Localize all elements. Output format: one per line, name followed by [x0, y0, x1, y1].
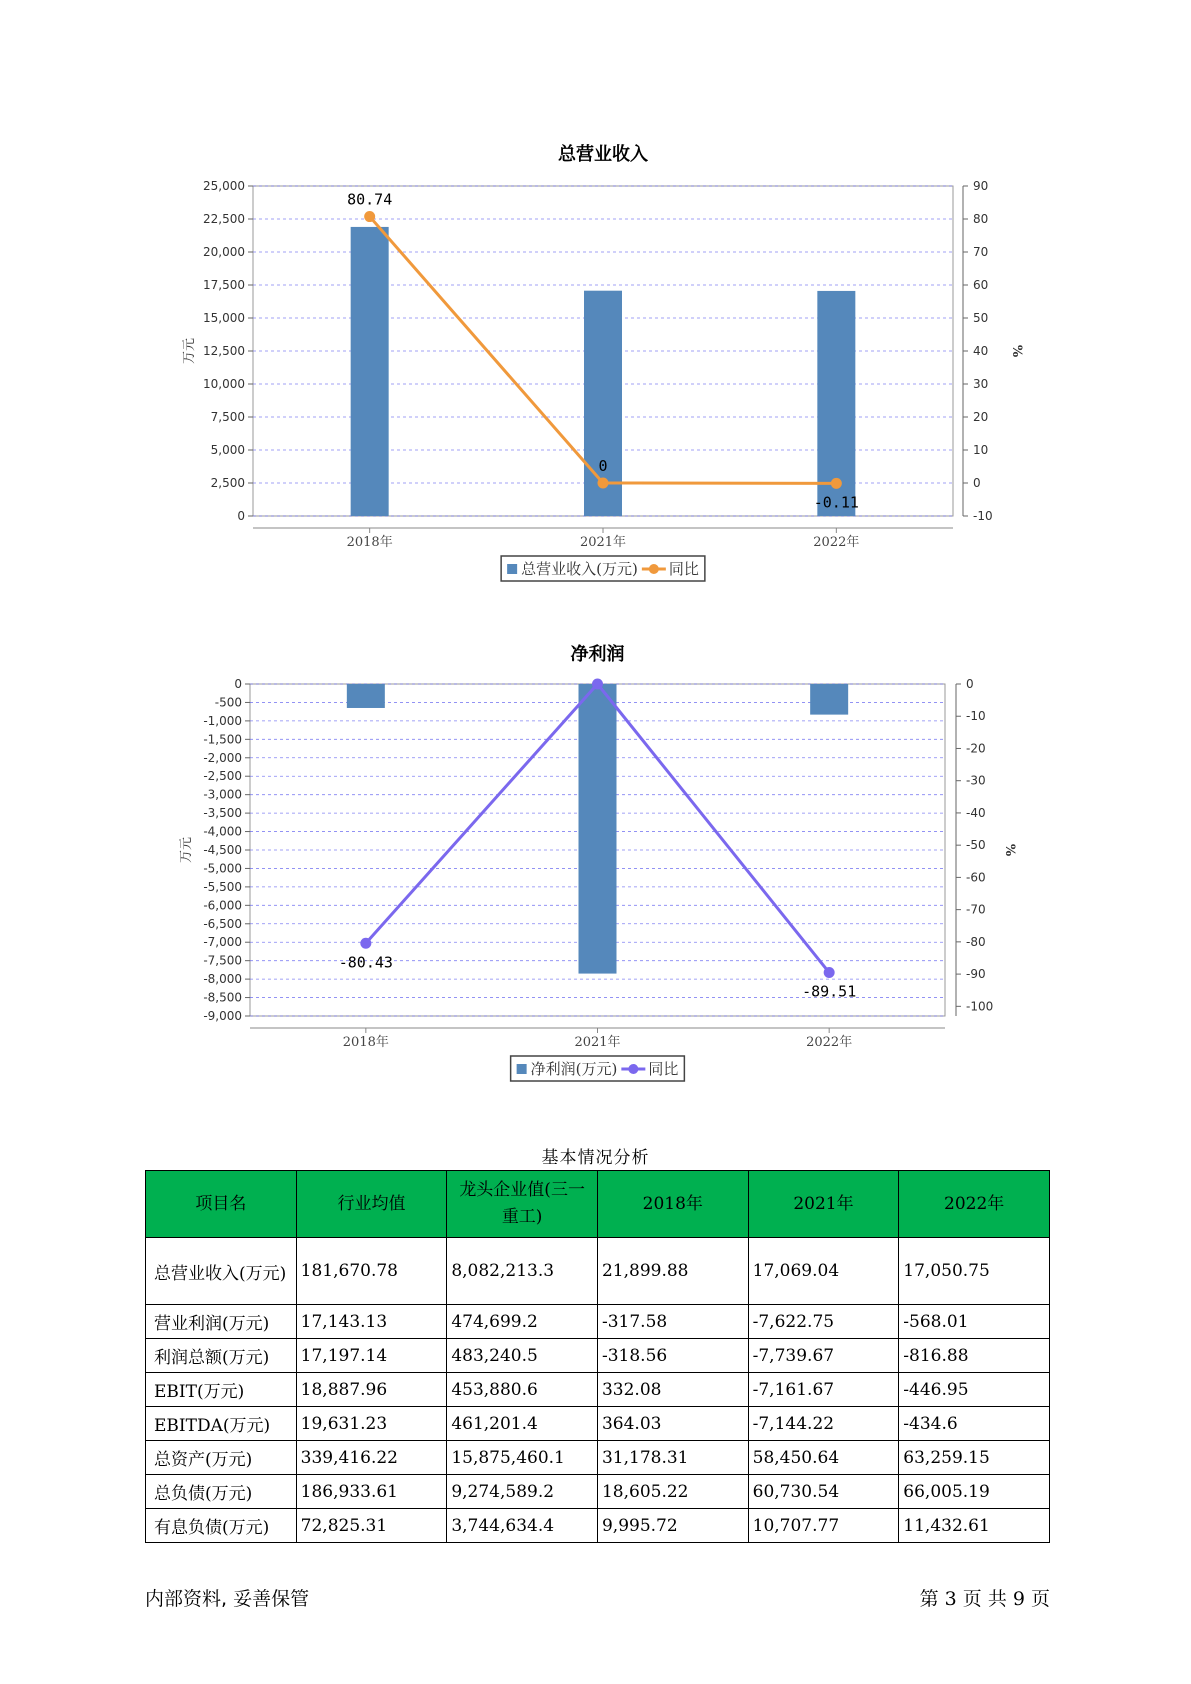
left-axis-tick-label: -1,000	[203, 713, 242, 728]
row-label: 总营业收入(万元)	[146, 1238, 297, 1305]
table-cell: 17,143.13	[296, 1305, 447, 1339]
right-axis-tick-label: -10	[973, 509, 993, 523]
row-label: 利润总额(万元)	[146, 1339, 297, 1373]
left-axis-label: 万元	[179, 836, 194, 864]
table-cell: 21,899.88	[597, 1238, 748, 1305]
right-axis-tick-label: 70	[973, 245, 989, 259]
table-cell: 15,875,460.1	[447, 1441, 598, 1475]
chart-title: 总营业收入	[558, 144, 648, 165]
table-cell: 11,432.61	[899, 1509, 1050, 1543]
table-title: 基本情况分析	[541, 1148, 650, 1168]
right-axis-tick-label: 50	[973, 311, 989, 325]
footer-confidential-note: 内部资料, 妥善保管	[145, 1588, 310, 1610]
yoy-point	[831, 478, 842, 489]
left-axis-tick-label: -6,500	[203, 916, 242, 931]
table-cell: 461,201.4	[447, 1407, 598, 1441]
table-cell: 3,744,634.4	[447, 1509, 598, 1543]
table-cell: -7,161.67	[748, 1373, 899, 1407]
yoy-data-label: 0	[598, 457, 608, 475]
right-axis-tick-label: -20	[966, 741, 986, 756]
right-axis-tick-label: 80	[973, 212, 989, 226]
legend-bar-label: 净利润(万元)	[530, 1060, 618, 1078]
legend-line-marker	[628, 1064, 638, 1074]
row-label: 有息负债(万元)	[146, 1509, 297, 1543]
left-axis-tick-label: 17,500	[203, 278, 245, 292]
left-axis-tick-label: 5,000	[210, 443, 245, 457]
yoy-data-label: -89.51	[802, 982, 857, 1001]
table-row	[146, 1509, 1050, 1543]
left-axis-tick-label: 22,500	[203, 212, 245, 226]
right-axis-tick-label: 20	[973, 410, 989, 424]
header-2022: 2022年	[899, 1171, 1050, 1238]
yoy-point	[824, 967, 835, 978]
table-cell: -318.56	[597, 1339, 748, 1373]
left-axis-tick-label: -3,000	[203, 787, 242, 802]
right-axis-tick-label: 0	[973, 476, 981, 490]
right-axis-tick-label: -90	[966, 967, 986, 982]
table-cell: 66,005.19	[899, 1475, 1050, 1509]
x-axis-tick-label: 2022年	[813, 535, 860, 550]
table-cell: -317.58	[597, 1305, 748, 1339]
bar-2022年	[810, 684, 848, 715]
yoy-data-label: 80.74	[347, 190, 393, 209]
legend-line-marker	[649, 564, 659, 574]
left-axis-tick-label: -4,000	[203, 824, 242, 839]
table-cell: 17,069.04	[748, 1238, 899, 1305]
table-cell: 339,416.22	[296, 1441, 447, 1475]
table-cell: 453,880.6	[447, 1373, 598, 1407]
table-cell: 474,699.2	[447, 1305, 598, 1339]
right-axis-label: %	[1009, 344, 1024, 358]
header-leader-value: 龙头企业值(三一重工)	[447, 1171, 598, 1238]
left-axis-tick-label: -9,000	[203, 1009, 242, 1023]
left-axis-tick-label: -1,500	[203, 732, 242, 747]
right-axis-tick-label: -60	[966, 870, 986, 885]
left-axis-tick-label: 15,000	[203, 311, 245, 325]
left-axis-tick-label: -6,000	[203, 898, 242, 913]
right-axis-tick-label: -80	[966, 934, 986, 949]
right-axis-tick-label: 90	[973, 179, 989, 193]
left-axis-tick-label: -2,000	[203, 750, 242, 765]
table-cell: -446.95	[899, 1373, 1050, 1407]
bar-2021年	[579, 684, 617, 974]
yoy-point	[364, 211, 375, 222]
table-row	[146, 1373, 1050, 1407]
table-cell: 9,995.72	[597, 1509, 748, 1543]
header-2018: 2018年	[597, 1171, 748, 1238]
right-axis-tick-label: -70	[966, 902, 986, 917]
table-cell: 60,730.54	[748, 1475, 899, 1509]
table-cell: 17,050.75	[899, 1238, 1050, 1305]
left-axis-tick-label: -7,000	[203, 935, 242, 950]
table-row	[146, 1238, 1050, 1305]
table-cell: 364.03	[597, 1407, 748, 1441]
legend-bar-swatch	[507, 564, 517, 574]
left-axis-tick-label: 0	[234, 677, 242, 691]
table-row	[146, 1407, 1050, 1441]
right-axis-tick-label: 10	[973, 443, 989, 457]
yoy-point	[592, 679, 603, 690]
row-label: EBIT(万元)	[146, 1373, 297, 1407]
row-label: 总负债(万元)	[146, 1475, 297, 1509]
table-cell: -434.6	[899, 1407, 1050, 1441]
table-cell: 332.08	[597, 1373, 748, 1407]
right-axis-tick-label: -50	[966, 838, 986, 853]
left-axis-tick-label: -500	[214, 695, 242, 710]
table-cell: -7,739.67	[748, 1339, 899, 1373]
footer-page-number: 第 3 页 共 9 页	[919, 1588, 1050, 1610]
row-label: 营业利润(万元)	[146, 1305, 297, 1339]
x-axis-tick-label: 2021年	[574, 1035, 621, 1050]
table-cell: 31,178.31	[597, 1441, 748, 1475]
yoy-point	[598, 478, 609, 489]
net-profit-chart	[0, 640, 1191, 1100]
right-axis-tick-label: -10	[966, 709, 986, 724]
left-axis-tick-label: 12,500	[203, 344, 245, 358]
bar-2018年	[351, 227, 389, 516]
table-row	[146, 1441, 1050, 1475]
table-cell: 186,933.61	[296, 1475, 447, 1509]
table-cell: 17,197.14	[296, 1339, 447, 1373]
table-cell: -816.88	[899, 1339, 1050, 1373]
right-axis-tick-label: 0	[966, 677, 974, 691]
right-axis-tick-label: -40	[966, 805, 986, 820]
left-axis-tick-label: -4,500	[203, 843, 242, 857]
right-axis-label: %	[1002, 843, 1017, 857]
left-axis-tick-label: 20,000	[203, 245, 245, 259]
legend-bar-swatch	[517, 1064, 527, 1074]
analysis-table	[145, 1170, 1050, 1543]
right-axis-tick-label: 30	[973, 377, 989, 391]
table-cell: -7,622.75	[748, 1305, 899, 1339]
header-industry-avg: 行业均值	[296, 1171, 447, 1238]
left-axis-tick-label: -5,000	[203, 861, 242, 876]
legend-line-label: 同比	[648, 1060, 679, 1078]
table-cell: 181,670.78	[296, 1238, 447, 1305]
table-cell: -568.01	[899, 1305, 1050, 1339]
table-cell: 18,605.22	[597, 1475, 748, 1509]
yoy-point	[360, 938, 371, 949]
left-axis-tick-label: -7,500	[203, 953, 242, 968]
header-item-name: 项目名	[146, 1171, 297, 1238]
table-cell: -7,144.22	[748, 1407, 899, 1441]
table-row	[146, 1305, 1050, 1339]
yoy-data-label: -0.11	[813, 493, 859, 512]
left-axis-tick-label: -2,500	[203, 769, 242, 784]
legend-line-label: 同比	[668, 560, 699, 578]
header-2021: 2021年	[748, 1171, 899, 1238]
table-cell: 483,240.5	[447, 1339, 598, 1373]
left-axis-label: 万元	[182, 337, 197, 365]
left-axis-tick-label: 10,000	[203, 377, 245, 391]
left-axis-tick-label: -8,000	[203, 972, 242, 987]
revenue-chart-svg	[0, 140, 1191, 600]
table-cell: 58,450.64	[748, 1441, 899, 1475]
right-axis-tick-label: -30	[966, 773, 986, 788]
table-cell: 19,631.23	[296, 1407, 447, 1441]
yoy-data-label: -80.43	[338, 953, 393, 972]
left-axis-tick-label: -8,500	[203, 990, 242, 1005]
table-row	[146, 1475, 1050, 1509]
right-axis-tick-label: -100	[966, 999, 994, 1014]
table-cell: 9,274,589.2	[447, 1475, 598, 1509]
left-axis-tick-label: 2,500	[210, 476, 245, 490]
left-axis-tick-label: 7,500	[210, 410, 245, 424]
left-axis-tick-label: 25,000	[203, 179, 245, 193]
table-header-row	[146, 1171, 1050, 1238]
net-profit-chart-svg	[0, 640, 1191, 1100]
table-row	[146, 1339, 1050, 1373]
legend-bar-label: 总营业收入(万元)	[521, 560, 638, 578]
revenue-chart	[0, 140, 1191, 600]
left-axis-tick-label: 0	[237, 509, 245, 523]
x-axis-tick-label: 2022年	[806, 1035, 853, 1050]
table-cell: 8,082,213.3	[447, 1238, 598, 1305]
left-axis-tick-label: -3,500	[203, 806, 242, 821]
right-axis-tick-label: 60	[973, 278, 989, 292]
row-label: EBITDA(万元)	[146, 1407, 297, 1441]
table-cell: 18,887.96	[296, 1373, 447, 1407]
row-label: 总资产(万元)	[146, 1441, 297, 1475]
table-cell: 10,707.77	[748, 1509, 899, 1543]
x-axis-tick-label: 2018年	[346, 535, 393, 550]
x-axis-tick-label: 2021年	[579, 535, 627, 550]
left-axis-tick-label: -5,500	[203, 879, 242, 894]
bar-2018年	[347, 684, 385, 708]
table-cell: 72,825.31	[296, 1509, 447, 1543]
x-axis-tick-label: 2018年	[342, 1035, 389, 1050]
right-axis-tick-label: 40	[973, 344, 989, 358]
chart-title: 净利润	[570, 644, 625, 665]
table-cell: 63,259.15	[899, 1441, 1050, 1475]
